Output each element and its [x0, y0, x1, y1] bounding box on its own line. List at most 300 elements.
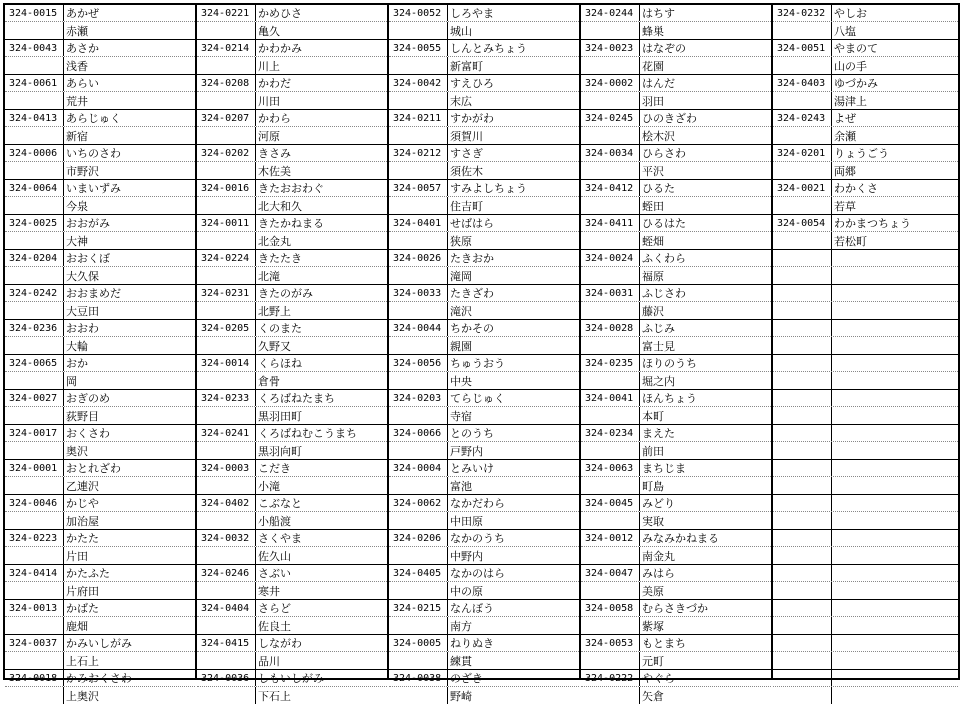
- postal-code: 324-0041: [585, 392, 634, 404]
- place-name-reading: かたた: [63, 530, 195, 546]
- place-name-kanji: [831, 267, 958, 284]
- entry-name-row: [197, 442, 387, 459]
- place-name-reading: みはら: [639, 565, 771, 581]
- place-name-kanji: 新宿: [63, 127, 195, 144]
- address-entry: [197, 425, 387, 460]
- entry-name-row: [389, 267, 579, 284]
- place-name-kanji: 荻野目: [63, 407, 195, 424]
- entry-reading-row: [5, 600, 195, 617]
- entry-name-row: [197, 197, 387, 214]
- address-entry: [581, 215, 771, 250]
- entry-name-row: [581, 57, 771, 74]
- postal-code: 324-0024: [585, 252, 634, 264]
- entry-reading-row: [773, 75, 958, 92]
- entry-reading-row: [197, 5, 387, 22]
- place-name-reading: きたおおわぐ: [255, 180, 387, 196]
- entry-reading-row: [197, 215, 387, 232]
- place-name-kanji: 浅香: [63, 57, 195, 74]
- place-name-reading: すさぎ: [447, 145, 579, 161]
- entry-name-row: [389, 232, 579, 249]
- place-name-reading: あかぜ: [63, 5, 195, 21]
- entry-name-row: [581, 687, 771, 704]
- entry-name-row: [197, 337, 387, 354]
- address-entry: [581, 40, 771, 75]
- place-name-reading: [831, 495, 958, 511]
- address-entry: [773, 145, 958, 180]
- entry-reading-row: [197, 250, 387, 267]
- place-name-reading: とのうち: [447, 425, 579, 441]
- entry-reading-row: [197, 565, 387, 582]
- postal-code: 324-0413: [9, 112, 58, 124]
- entry-reading-row: [389, 565, 579, 582]
- place-name-kanji: 野崎: [447, 687, 579, 704]
- postal-code: 324-0207: [201, 112, 250, 124]
- address-entry: [197, 145, 387, 180]
- place-name-kanji: [831, 617, 958, 634]
- place-name-kanji: 元町: [639, 652, 771, 669]
- address-entry: [581, 635, 771, 670]
- place-name-reading: はんだ: [639, 75, 771, 91]
- postal-code: 324-0061: [9, 77, 58, 89]
- address-entry: [581, 250, 771, 285]
- postal-code: 324-0012: [585, 532, 634, 544]
- entry-name-row: [773, 92, 958, 109]
- place-name-reading: のざき: [447, 670, 579, 686]
- place-name-kanji: 北大和久: [255, 197, 387, 214]
- address-entry: [581, 495, 771, 530]
- place-name-reading: いまいずみ: [63, 180, 195, 196]
- address-entry: [773, 565, 958, 600]
- address-entry: [773, 5, 958, 40]
- entry-reading-row: [197, 180, 387, 197]
- place-name-reading: くろばねたまち: [255, 390, 387, 406]
- entry-reading-row: [5, 530, 195, 547]
- entry-reading-row: [197, 320, 387, 337]
- place-name-kanji: 南金丸: [639, 547, 771, 564]
- place-name-reading: [831, 530, 958, 546]
- entry-name-row: [5, 92, 195, 109]
- entry-name-row: [389, 302, 579, 319]
- place-name-kanji: 鹿畑: [63, 617, 195, 634]
- place-name-kanji: 河原: [255, 127, 387, 144]
- postal-code: 324-0212: [393, 147, 442, 159]
- address-entry: [581, 5, 771, 40]
- place-name-kanji: 余瀬: [831, 127, 958, 144]
- postal-code: 324-0057: [393, 182, 442, 194]
- postal-code: 324-0215: [393, 602, 442, 614]
- place-name-reading: くらほね: [255, 355, 387, 371]
- entry-name-row: [581, 197, 771, 214]
- entry-reading-row: [581, 285, 771, 302]
- address-entry: [773, 110, 958, 145]
- postal-code: 324-0208: [201, 77, 250, 89]
- place-name-reading: こぶなと: [255, 495, 387, 511]
- postal-code: 324-0244: [585, 7, 634, 19]
- place-name-kanji: 若松町: [831, 232, 958, 249]
- entry-reading-row: [389, 635, 579, 652]
- postal-code: 324-0053: [585, 637, 634, 649]
- postal-code-sheet: [3, 3, 960, 703]
- entry-name-row: [5, 372, 195, 389]
- entry-name-row: [389, 197, 579, 214]
- place-name-reading: やぐら: [639, 670, 771, 686]
- place-name-reading: くのまた: [255, 320, 387, 336]
- address-entry: [581, 145, 771, 180]
- place-name-kanji: 実取: [639, 512, 771, 529]
- entry-reading-row: [389, 180, 579, 197]
- entry-name-row: [197, 652, 387, 669]
- address-entry: [5, 670, 195, 704]
- place-name-reading: [831, 425, 958, 441]
- entry-name-row: [5, 617, 195, 634]
- place-name-kanji: 滝沢: [447, 302, 579, 319]
- place-name-reading: しんとみちょう: [447, 40, 579, 56]
- entry-reading-row: [773, 5, 958, 22]
- address-entry: [581, 565, 771, 600]
- place-name-kanji: 両郷: [831, 162, 958, 179]
- postal-code: 324-0036: [201, 672, 250, 684]
- postal-code: 324-0001: [9, 462, 58, 474]
- address-entry: [773, 390, 958, 425]
- postal-code: 324-0017: [9, 427, 58, 439]
- place-name-reading: あらじゅく: [63, 110, 195, 126]
- place-name-reading: みどり: [639, 495, 771, 511]
- address-entry: [389, 670, 579, 704]
- entry-reading-row: [581, 110, 771, 127]
- entry-reading-row: [389, 460, 579, 477]
- entry-reading-row: [389, 600, 579, 617]
- place-name-reading: あらい: [63, 75, 195, 91]
- address-entry: [389, 40, 579, 75]
- entry-name-row: [389, 127, 579, 144]
- address-entry: [389, 320, 579, 355]
- place-name-reading: かわかみ: [255, 40, 387, 56]
- place-name-reading: なんぼう: [447, 600, 579, 616]
- address-entry: [197, 110, 387, 145]
- place-name-reading: [831, 250, 958, 266]
- postal-code: 324-0006: [9, 147, 58, 159]
- place-name-kanji: 矢倉: [639, 687, 771, 704]
- entry-name-row: [197, 92, 387, 109]
- place-name-reading: [831, 600, 958, 616]
- place-name-reading: [831, 355, 958, 371]
- address-entry: [389, 250, 579, 285]
- entry-reading-row: [197, 635, 387, 652]
- place-name-kanji: 木佐美: [255, 162, 387, 179]
- address-column-5: [773, 5, 958, 678]
- place-name-kanji: [831, 407, 958, 424]
- entry-reading-row: [773, 495, 958, 512]
- postal-code: 324-0205: [201, 322, 250, 334]
- postal-code: 324-0202: [201, 147, 250, 159]
- place-name-kanji: 八塩: [831, 22, 958, 39]
- entry-name-row: [5, 547, 195, 564]
- place-name-kanji: 平沢: [639, 162, 771, 179]
- address-entry: [5, 390, 195, 425]
- place-name-kanji: 堀之内: [639, 372, 771, 389]
- address-entry: [389, 600, 579, 635]
- entry-reading-row: [389, 390, 579, 407]
- place-name-kanji: 品川: [255, 652, 387, 669]
- place-name-kanji: 湯津上: [831, 92, 958, 109]
- address-entry: [389, 180, 579, 215]
- entry-reading-row: [773, 460, 958, 477]
- place-name-reading: きたのがみ: [255, 285, 387, 301]
- place-name-reading: はなぞの: [639, 40, 771, 56]
- postal-code: 324-0003: [201, 462, 250, 474]
- entry-reading-row: [581, 145, 771, 162]
- place-name-reading: ちかその: [447, 320, 579, 336]
- entry-reading-row: [5, 355, 195, 372]
- address-column-3: [389, 5, 581, 703]
- place-name-reading: わかまつちょう: [831, 215, 958, 231]
- postal-code: 324-0037: [9, 637, 58, 649]
- address-entry: [773, 320, 958, 355]
- address-entry: [197, 635, 387, 670]
- address-entry: [5, 40, 195, 75]
- entry-reading-row: [389, 250, 579, 267]
- postal-code: 324-0221: [201, 7, 250, 19]
- postal-code: 324-0005: [393, 637, 442, 649]
- place-name-reading: かわだ: [255, 75, 387, 91]
- entry-name-row: [581, 302, 771, 319]
- entry-name-row: [389, 652, 579, 669]
- entry-reading-row: [197, 670, 387, 687]
- address-entry: [5, 75, 195, 110]
- address-entry: [773, 600, 958, 635]
- entry-reading-row: [5, 75, 195, 92]
- postal-code: 324-0242: [9, 287, 58, 299]
- place-name-reading: ひるはた: [639, 215, 771, 231]
- entry-name-row: [5, 477, 195, 494]
- place-name-kanji: 乙連沢: [63, 477, 195, 494]
- address-entry: [773, 635, 958, 670]
- postal-code: 324-0203: [393, 392, 442, 404]
- entry-name-row: [5, 57, 195, 74]
- postal-code: 324-0055: [393, 42, 442, 54]
- place-name-kanji: 上石上: [63, 652, 195, 669]
- entry-name-row: [389, 477, 579, 494]
- entry-name-row: [389, 582, 579, 599]
- place-name-reading: やしお: [831, 5, 958, 21]
- place-name-kanji: 須賀川: [447, 127, 579, 144]
- entry-name-row: [5, 512, 195, 529]
- entry-name-row: [389, 687, 579, 704]
- address-entry: [5, 600, 195, 635]
- place-name-reading: かめひさ: [255, 5, 387, 21]
- entry-reading-row: [581, 460, 771, 477]
- entry-reading-row: [773, 390, 958, 407]
- place-name-kanji: 美原: [639, 582, 771, 599]
- entry-reading-row: [581, 250, 771, 267]
- entry-reading-row: [773, 565, 958, 582]
- entry-name-row: [389, 372, 579, 389]
- place-name-kanji: 荒井: [63, 92, 195, 109]
- postal-code: 324-0046: [9, 497, 58, 509]
- postal-code: 324-0026: [393, 252, 442, 264]
- entry-reading-row: [581, 670, 771, 687]
- address-entry: [773, 530, 958, 565]
- entry-reading-row: [5, 460, 195, 477]
- postal-code: 324-0032: [201, 532, 250, 544]
- address-entry: [389, 425, 579, 460]
- entry-reading-row: [581, 75, 771, 92]
- address-entry: [197, 600, 387, 635]
- entry-name-row: [581, 652, 771, 669]
- entry-name-row: [5, 652, 195, 669]
- place-name-reading: せばはら: [447, 215, 579, 231]
- place-name-reading: たきおか: [447, 250, 579, 266]
- place-name-reading: なかだわら: [447, 495, 579, 511]
- place-name-kanji: 花園: [639, 57, 771, 74]
- place-name-kanji: 亀久: [255, 22, 387, 39]
- postal-code: 324-0246: [201, 567, 250, 579]
- place-name-reading: まちじま: [639, 460, 771, 476]
- entry-name-row: [197, 127, 387, 144]
- place-name-kanji: 黒羽向町: [255, 442, 387, 459]
- entry-reading-row: [5, 495, 195, 512]
- entry-reading-row: [773, 355, 958, 372]
- address-entry: [5, 565, 195, 600]
- entry-reading-row: [5, 215, 195, 232]
- address-entry: [773, 460, 958, 495]
- place-name-kanji: 大神: [63, 232, 195, 249]
- place-name-reading: おとれざわ: [63, 460, 195, 476]
- postal-code: 324-0401: [393, 217, 442, 229]
- postal-code: 324-0054: [777, 217, 826, 229]
- place-name-kanji: 岡: [63, 372, 195, 389]
- place-name-reading: むらさきづか: [639, 600, 771, 616]
- entry-name-row: [773, 582, 958, 599]
- entry-name-row: [197, 22, 387, 39]
- place-name-reading: たきざわ: [447, 285, 579, 301]
- place-name-kanji: 加治屋: [63, 512, 195, 529]
- entry-reading-row: [389, 355, 579, 372]
- place-name-kanji: [831, 442, 958, 459]
- postal-code: 324-0404: [201, 602, 250, 614]
- place-name-kanji: 寺宿: [447, 407, 579, 424]
- entry-name-row: [773, 162, 958, 179]
- place-name-kanji: 南方: [447, 617, 579, 634]
- entry-reading-row: [581, 215, 771, 232]
- address-entry: [197, 5, 387, 40]
- place-name-kanji: [831, 547, 958, 564]
- entry-name-row: [773, 127, 958, 144]
- entry-reading-row: [5, 635, 195, 652]
- entry-name-row: [197, 407, 387, 424]
- place-name-kanji: 片田: [63, 547, 195, 564]
- entry-reading-row: [197, 75, 387, 92]
- place-name-reading: しもいしがみ: [255, 670, 387, 686]
- postal-code: 324-0021: [777, 182, 826, 194]
- address-entry: [197, 460, 387, 495]
- place-name-reading: [831, 285, 958, 301]
- place-name-reading: ちゅうおう: [447, 355, 579, 371]
- entry-name-row: [5, 162, 195, 179]
- place-name-reading: [831, 390, 958, 406]
- entry-name-row: [197, 267, 387, 284]
- place-name-kanji: 北野上: [255, 302, 387, 319]
- place-name-reading: いちのさわ: [63, 145, 195, 161]
- place-name-kanji: 北金丸: [255, 232, 387, 249]
- place-name-reading: [831, 565, 958, 581]
- place-name-kanji: 今泉: [63, 197, 195, 214]
- entry-name-row: [581, 22, 771, 39]
- place-name-reading: [831, 460, 958, 476]
- place-name-kanji: 町島: [639, 477, 771, 494]
- place-name-reading: よぜ: [831, 110, 958, 126]
- address-entry: [389, 635, 579, 670]
- place-name-reading: おぎのめ: [63, 390, 195, 406]
- entry-reading-row: [773, 250, 958, 267]
- entry-name-row: [389, 22, 579, 39]
- entry-name-row: [5, 442, 195, 459]
- entry-reading-row: [5, 110, 195, 127]
- entry-reading-row: [773, 600, 958, 617]
- place-name-kanji: [831, 337, 958, 354]
- entry-reading-row: [197, 530, 387, 547]
- postal-code: 324-0015: [9, 7, 58, 19]
- place-name-kanji: 本町: [639, 407, 771, 424]
- place-name-reading: なかのはら: [447, 565, 579, 581]
- address-entry: [389, 530, 579, 565]
- place-name-kanji: 富士見: [639, 337, 771, 354]
- postal-code: 324-0038: [393, 672, 442, 684]
- entry-name-row: [389, 162, 579, 179]
- entry-reading-row: [389, 425, 579, 442]
- place-name-reading: あさか: [63, 40, 195, 56]
- place-name-reading: きたたき: [255, 250, 387, 266]
- place-name-kanji: 下石上: [255, 687, 387, 704]
- place-name-reading: きさみ: [255, 145, 387, 161]
- place-name-reading: おおわ: [63, 320, 195, 336]
- entry-name-row: [773, 232, 958, 249]
- address-entry: [389, 215, 579, 250]
- entry-reading-row: [5, 670, 195, 687]
- entry-reading-row: [389, 75, 579, 92]
- place-name-kanji: 中田原: [447, 512, 579, 529]
- entry-name-row: [773, 22, 958, 39]
- address-column-1: [5, 5, 197, 703]
- entry-name-row: [197, 232, 387, 249]
- address-entry: [5, 285, 195, 320]
- entry-reading-row: [197, 145, 387, 162]
- address-entry: [197, 320, 387, 355]
- entry-reading-row: [5, 5, 195, 22]
- place-name-reading: しながわ: [255, 635, 387, 651]
- place-name-reading: かみいしがみ: [63, 635, 195, 651]
- entry-name-row: [5, 687, 195, 704]
- place-name-kanji: 羽田: [639, 92, 771, 109]
- address-entry: [773, 75, 958, 110]
- place-name-kanji: [831, 302, 958, 319]
- place-name-reading: やまのて: [831, 40, 958, 56]
- entry-reading-row: [197, 425, 387, 442]
- place-name-reading: [831, 635, 958, 651]
- postal-code: 324-0014: [201, 357, 250, 369]
- postal-code: 324-0052: [393, 7, 442, 19]
- place-name-kanji: 黒羽田町: [255, 407, 387, 424]
- entry-reading-row: [197, 355, 387, 372]
- address-entry: [197, 215, 387, 250]
- place-name-kanji: 赤瀬: [63, 22, 195, 39]
- place-name-reading: すえひろ: [447, 75, 579, 91]
- place-name-kanji: 前田: [639, 442, 771, 459]
- entry-name-row: [581, 232, 771, 249]
- address-entry: [581, 110, 771, 145]
- entry-reading-row: [389, 670, 579, 687]
- address-entry: [389, 565, 579, 600]
